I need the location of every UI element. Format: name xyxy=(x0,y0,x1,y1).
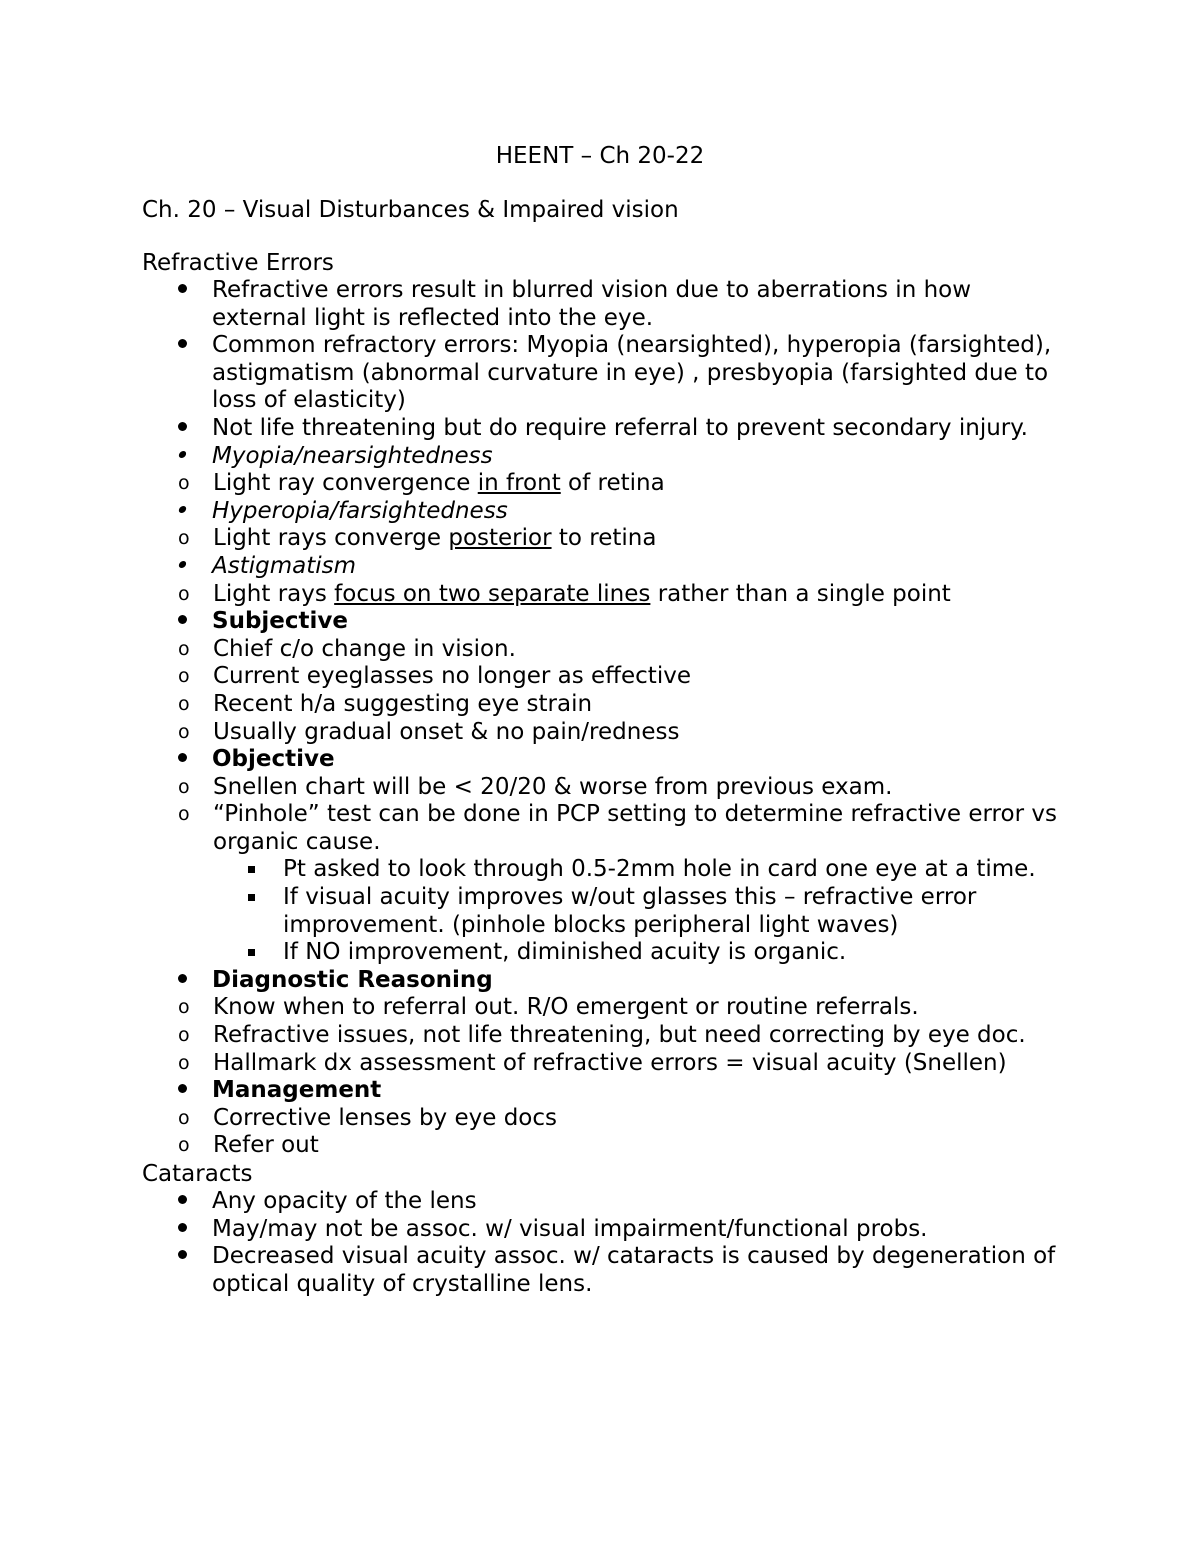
list-item xyxy=(142,636,1072,664)
circle-bullet-icon: o xyxy=(178,472,190,495)
bullet-icon xyxy=(172,553,192,581)
list-item-text: Know when to referral out. R/O emergent or routine referrals. xyxy=(213,994,919,1021)
list-item xyxy=(142,332,1072,415)
circle-bullet-icon: o xyxy=(178,1024,190,1047)
astigmatism-label: Astigmatism xyxy=(212,552,357,579)
list-item-text: Refer out xyxy=(213,1132,319,1159)
bullet-icon xyxy=(172,415,192,443)
list-item xyxy=(142,1216,1072,1244)
bullet-icon xyxy=(172,1077,192,1105)
myopia-sublist xyxy=(142,470,1072,498)
bullet-icon xyxy=(172,443,192,471)
list-item xyxy=(142,1243,1072,1298)
bullet-icon xyxy=(172,1188,192,1216)
list-item xyxy=(142,994,1072,1022)
circle-bullet-icon: o xyxy=(178,720,190,743)
list-item-astigmatism xyxy=(142,553,1072,608)
list-item-text: Common refractory errors: Myopia (nearsighted), hyperopia (farsighted), astigmatism (abnormal curvature in eye) , presbyopia (farsighted due to loss of elasticity) xyxy=(212,332,1052,414)
list-item-management xyxy=(142,1077,1072,1160)
subjective-label: Subjective xyxy=(212,608,348,635)
list-item-text: Hallmark dx assessment of refractive errors = visual acuity (Snellen) xyxy=(213,1049,1007,1076)
text: rather than a single point xyxy=(650,580,951,607)
diagnostic-sublist xyxy=(142,994,1072,1077)
underlined-text: in front xyxy=(477,470,561,497)
circle-bullet-icon: o xyxy=(178,527,190,550)
list-item-text: If visual acuity improves w/out glasses this – refractive error improvement. (pinhole blocks peripheral light waves) xyxy=(283,884,977,938)
list-item xyxy=(142,856,1072,884)
square-bullet-icon xyxy=(248,894,255,901)
cataracts-list xyxy=(142,1188,1072,1298)
astigmatism-sublist xyxy=(142,581,1072,609)
list-item-myopia xyxy=(142,443,1072,498)
list-item xyxy=(142,415,1072,443)
hyperopia-sublist xyxy=(142,525,1072,553)
management-label: Management xyxy=(212,1077,382,1104)
list-item-text: Snellen chart will be < 20/20 & worse from previous exam. xyxy=(213,773,893,800)
list-item xyxy=(142,1132,1072,1160)
list-item-text: Refractive issues, not life threatening, but need correcting by eye doc. xyxy=(213,1022,1026,1049)
circle-bullet-icon: o xyxy=(178,1051,190,1074)
circle-bullet-icon: o xyxy=(178,582,190,605)
text: Light rays converge xyxy=(213,525,449,552)
subjective-sublist xyxy=(142,636,1072,746)
list-item xyxy=(142,801,1072,967)
list-item-text: Any opacity of the lens xyxy=(212,1188,477,1214)
circle-bullet-icon: o xyxy=(178,665,190,688)
list-item-text: Chief c/o change in vision. xyxy=(213,635,516,662)
section-heading-cataracts: Cataracts xyxy=(142,1161,253,1187)
objective-label: Objective xyxy=(212,746,335,773)
circle-bullet-icon: o xyxy=(178,996,190,1019)
management-sublist xyxy=(142,1105,1072,1160)
list-item xyxy=(142,470,1072,498)
bullet-icon xyxy=(172,1216,192,1244)
list-item-text: Usually gradual onset & no pain/redness xyxy=(213,718,680,745)
circle-bullet-icon: o xyxy=(178,1134,190,1157)
list-item-text: Refractive errors result in blurred vision due to aberrations in how external light is reflected into the eye. xyxy=(212,277,972,331)
bullet-icon xyxy=(172,608,192,636)
list-item-text: Recent h/a suggesting eye strain xyxy=(213,690,593,717)
list-item xyxy=(142,1022,1072,1050)
list-item xyxy=(142,774,1072,802)
list-item-text: If NO improvement, diminished acuity is organic. xyxy=(283,939,847,966)
diagnostic-label: Diagnostic Reasoning xyxy=(212,966,493,993)
text: Light ray convergence xyxy=(213,470,478,497)
list-item xyxy=(142,884,1072,939)
bullet-icon xyxy=(172,1243,192,1271)
list-item xyxy=(142,1050,1072,1078)
underlined-text: posterior xyxy=(448,525,552,552)
hyperopia-label: Hyperopia/farsightedness xyxy=(212,497,508,524)
list-item xyxy=(142,277,1072,332)
circle-bullet-icon: o xyxy=(178,637,190,660)
list-item-subjective xyxy=(142,608,1072,746)
square-bullet-icon xyxy=(248,866,255,873)
list-item xyxy=(142,663,1072,691)
list-item-text: “Pinhole” test can be done in PCP setting to determine refractive error vs organic cause. xyxy=(213,801,1057,855)
list-item-text: May/may not be assoc. w/ visual impairment/functional probs. xyxy=(212,1215,928,1242)
underlined-text: focus on two separate lines xyxy=(334,580,651,607)
bullet-icon xyxy=(172,967,192,995)
document-title: HEENT – Ch 20-22 xyxy=(495,143,705,169)
text: of retina xyxy=(560,470,665,497)
myopia-label: Myopia/nearsightedness xyxy=(212,442,493,469)
list-item-text: Current eyeglasses no longer as effective xyxy=(213,663,691,690)
list-item-text: Decreased visual acuity assoc. w/ cataracts is caused by degeneration of optical quality of crystalline lens. xyxy=(212,1243,1056,1297)
list-item xyxy=(142,1105,1072,1133)
circle-bullet-icon: o xyxy=(178,775,190,798)
circle-bullet-icon: o xyxy=(178,692,190,715)
bullet-icon xyxy=(172,498,192,526)
text: to retina xyxy=(551,525,657,552)
objective-sublist xyxy=(142,774,1072,967)
document-page xyxy=(142,141,1072,1298)
list-item-objective xyxy=(142,746,1072,967)
chapter-heading: Ch. 20 – Visual Disturbances & Impaired vision xyxy=(142,197,679,223)
circle-bullet-icon: o xyxy=(178,803,190,826)
list-item xyxy=(142,719,1072,747)
refractive-list xyxy=(142,277,1072,1160)
list-item-hyperopia xyxy=(142,498,1072,553)
bullet-icon xyxy=(172,277,192,305)
list-item-diagnostic xyxy=(142,967,1072,1077)
pinhole-sublist xyxy=(142,856,1072,966)
list-item xyxy=(142,939,1072,967)
circle-bullet-icon: o xyxy=(178,1106,190,1129)
square-bullet-icon xyxy=(248,949,255,956)
list-item xyxy=(142,525,1072,553)
list-item xyxy=(142,581,1072,609)
list-item xyxy=(142,691,1072,719)
list-item-text: Pt asked to look through 0.5-2mm hole in card one eye at a time. xyxy=(283,856,1036,883)
list-item xyxy=(142,1188,1072,1216)
list-item-text: Not life threatening but do require referral to prevent secondary injury. xyxy=(212,414,1028,441)
section-heading-refractive: Refractive Errors xyxy=(142,250,334,276)
list-item-text: Corrective lenses by eye docs xyxy=(213,1104,558,1131)
text: Light rays xyxy=(213,580,335,607)
bullet-icon xyxy=(172,746,192,774)
bullet-icon xyxy=(172,332,192,360)
